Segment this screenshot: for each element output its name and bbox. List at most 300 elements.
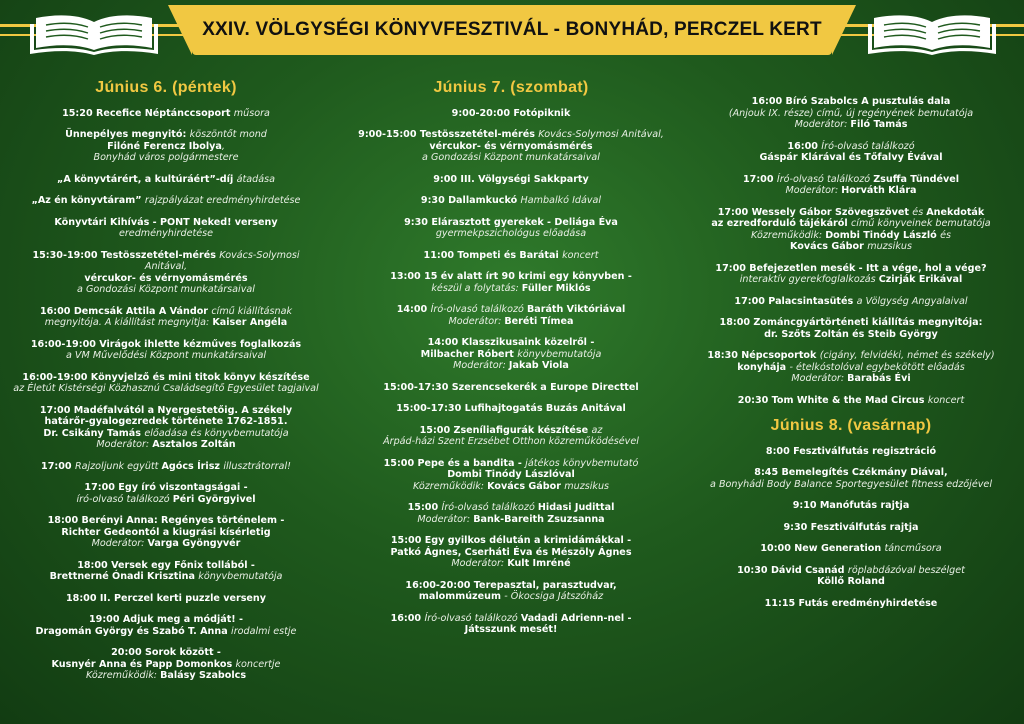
program-line — [350, 436, 672, 448]
program-line — [690, 362, 1012, 374]
program-text-bold: Balásy Szabolcs — [160, 670, 247, 681]
program-line — [12, 626, 320, 638]
program-item — [350, 108, 672, 120]
event-list — [12, 108, 320, 682]
program-item — [12, 560, 320, 583]
program-item — [12, 108, 320, 120]
program-item — [690, 543, 1012, 555]
program-text: interaktív gyerekfoglalkozás — [739, 274, 879, 285]
program-text: (cigány, felvidéki, német és székely) — [819, 350, 995, 361]
program-text-bold: Kusnyér Anna és Papp Domonkos — [51, 658, 236, 670]
program-line — [12, 306, 320, 318]
program-text: című kiállításnak — [211, 305, 293, 317]
program-item — [690, 96, 1012, 131]
program-item — [350, 174, 672, 186]
program-item — [690, 446, 1012, 458]
program-line — [690, 185, 1012, 197]
program-line — [12, 670, 320, 682]
program-text: a Gondozási Központ munkatársaival — [77, 284, 255, 295]
program-text-bold: Zsuffa Tündével — [873, 173, 960, 185]
program-text-bold: Dr. Csikány Tamás — [43, 427, 145, 439]
program-line — [350, 174, 672, 186]
program-text: (Anjouk IX. része) című, új regényének bemutatója — [728, 107, 974, 119]
program-line — [690, 329, 1012, 341]
program-text: - ételkóstolóval egybekötött előadás — [789, 361, 965, 373]
program-text: könyvbemutatója — [517, 348, 602, 360]
program-text: az — [591, 424, 603, 436]
program-text-bold: 9:00-15:00 Testösszetétel-mérés — [358, 129, 539, 140]
program-text: , — [221, 140, 225, 152]
program-line — [350, 469, 672, 481]
program-text-bold: Gáspár Klárával és Tőfalvy Évával — [759, 152, 943, 163]
program-text: rajzpályázat eredményhirdetése — [144, 195, 301, 206]
program-text-bold: Asztalos Zoltán — [152, 439, 236, 450]
program-text: Moderátor: — [794, 119, 851, 130]
program-text: a Bonyhádi Body Balance Sportegyesület fitness edzőjével — [710, 478, 992, 490]
program-line — [12, 482, 320, 494]
program-text: könyvbemutatója — [198, 571, 283, 582]
event-list — [690, 446, 1012, 610]
program-text-bold: Brettnerné Ónadi Krisztina — [49, 571, 199, 582]
program-text-bold: 17:00 — [41, 460, 75, 472]
program-text: játékos könyvbemutató — [525, 457, 639, 469]
program-item — [350, 129, 672, 164]
program-text-bold: Kult Imréné — [507, 558, 571, 569]
program-line — [350, 403, 672, 415]
program-text-bold: 17:00 — [742, 173, 777, 185]
program-text: irodalmi estje — [231, 625, 297, 637]
program-line — [690, 207, 1012, 219]
program-text-bold: Dombi Tinódy László — [825, 229, 941, 241]
program-item — [690, 350, 1012, 385]
program-line — [690, 373, 1012, 385]
program-text: muzsikus — [867, 241, 912, 252]
program-text-bold: 16:00 Bíró Szabolcs A pusztulás dala — [751, 96, 951, 107]
program-text: táncműsora — [884, 543, 942, 554]
program-text-bold: 8:45 Bemelegítés Czékmány Diával, — [754, 467, 948, 478]
program-item — [690, 141, 1012, 164]
program-line — [12, 129, 320, 141]
program-item — [350, 403, 672, 415]
program-text: Író-olvasó találkozó — [776, 173, 874, 185]
program-text: Kovács-Solymosi Anitával, — [538, 129, 664, 140]
header — [0, 0, 1024, 62]
program-text-bold: 18:00 II. Perczel kerti puzzle verseny — [65, 592, 267, 604]
program-text-bold: 14:00 Klasszikusaink közelről - — [427, 337, 595, 348]
program-item — [12, 174, 320, 186]
program-text-bold: 20:30 Tom White & the Mad Circus — [737, 394, 928, 406]
program-line — [350, 141, 672, 153]
program-text-bold: 14:00 — [396, 304, 431, 315]
program-text: író-olvasó találkozó — [76, 493, 173, 505]
program-line — [12, 250, 320, 273]
program-text-bold: 17:00 Befejezetlen mesék - Itt a vége, hol a vége? — [715, 262, 987, 274]
program-line — [12, 461, 320, 473]
program-text: Moderátor: — [453, 360, 509, 371]
program-line — [350, 316, 672, 328]
program-text-bold: Jakab Viola — [508, 360, 569, 371]
program-line — [350, 271, 672, 283]
program-text: Író-olvasó találkozó — [441, 502, 538, 513]
program-item — [350, 337, 672, 372]
program-item — [12, 647, 320, 682]
program-text: Moderátor: — [451, 558, 508, 569]
program-text: Rajzoljunk együtt — [74, 460, 162, 472]
program-text: Közreműködik: — [85, 670, 161, 681]
program-text-bold: 17:00 Palacsintasütés — [734, 295, 857, 307]
program-text-bold: 18:00 Versek egy Főnix tollából - — [77, 559, 255, 571]
program-text-bold: 15:00-17:30 Szerencsekerék a Europe Directtel — [383, 381, 639, 393]
program-item — [12, 339, 320, 362]
program-line — [350, 360, 672, 372]
program-text-bold: 10:00 New Generation — [760, 543, 885, 554]
day-heading: Június 8. (vasárnap) — [770, 417, 932, 434]
program-text-bold: 9:00 III. Völgységi Sakkparty — [433, 173, 589, 185]
program-text: műsora — [233, 107, 270, 119]
program-item — [690, 522, 1012, 534]
program-text-bold: 16:00 — [390, 612, 425, 624]
program-text: Bonyhád város polgármestere — [93, 152, 239, 163]
program-line — [690, 598, 1012, 610]
program-item — [690, 207, 1012, 253]
program-text-bold: 18:00 Berényi Anna: Regényes történelem - — [47, 515, 285, 526]
program-text-bold: 15:00 Pepe és a bandita - — [383, 457, 526, 469]
program-text-bold: 11:15 Futás eredményhirdetése — [764, 597, 938, 609]
program-item — [350, 458, 672, 493]
program-line — [350, 514, 672, 526]
program-line — [350, 152, 672, 164]
program-line — [12, 339, 320, 351]
program-text: Árpád-házi Szent Erzsébet Otthon közreműködésével — [383, 436, 639, 447]
program-text-bold: 11:00 Tompeti és Barátai — [423, 249, 563, 261]
program-text-bold: Kaiser Angéla — [212, 317, 288, 328]
program-text-bold: 17:00 Wessely Gábor Szövegszövet — [717, 206, 913, 218]
program-text: Moderátor: — [448, 315, 505, 327]
program-text: Moderátor: — [785, 185, 842, 196]
program-text-bold: Játsszunk mesét! — [464, 624, 558, 635]
program-text-bold: Horváth Klára — [841, 185, 917, 196]
program-line — [350, 535, 672, 547]
program-text: röplabdázóval beszélget — [847, 564, 965, 576]
program-line — [350, 591, 672, 603]
program-line — [12, 538, 320, 550]
program-line — [690, 467, 1012, 479]
program-item — [12, 515, 320, 550]
program-item — [350, 382, 672, 394]
program-text-bold: Bank-Bareith Zsuzsanna — [473, 513, 605, 525]
program-line — [350, 547, 672, 559]
program-text-bold: 20:00 Sorok között - — [111, 647, 221, 658]
program-line — [12, 439, 320, 451]
program-item — [12, 372, 320, 395]
program-line — [350, 217, 672, 229]
program-text-bold: Milbacher Róbert — [420, 348, 518, 360]
column-friday — [12, 76, 320, 692]
program-text: készül a folytatás: — [431, 282, 522, 294]
program-text: előadása és könyvbemutatója — [144, 427, 289, 439]
program-text-bold: 16:00-19:00 Virágok ihlette kézműves foglalkozás — [30, 338, 302, 350]
program-line — [690, 218, 1012, 230]
program-item — [12, 461, 320, 473]
program-text: - Ökocsiga Játszóház — [504, 591, 604, 602]
program-text: a Gondozási Központ munkatársaival — [422, 152, 600, 163]
program-line — [12, 152, 320, 164]
program-item — [690, 263, 1012, 286]
page-title: XXIV. VÖLGYSÉGI KÖNYVFESZTIVÁL - BONYHÁD, PERCZEL KERT — [202, 19, 822, 40]
program-text-bold: „A könyvtárért, a kultúráért”-díj — [57, 173, 237, 185]
program-line — [12, 571, 320, 583]
program-item — [12, 405, 320, 451]
program-text: Író-olvasó találkozó — [424, 612, 521, 624]
program-line — [12, 284, 320, 296]
program-line — [690, 96, 1012, 108]
program-line — [350, 129, 672, 141]
program-text-bold: 18:00 Zománcgyártörténeti kiállítás megnyitója: — [719, 317, 983, 328]
program-text: gyermekpszichológus előadása — [435, 228, 587, 239]
program-text: Hambalkó Idával — [520, 195, 602, 206]
program-line — [12, 273, 320, 285]
program-item — [690, 500, 1012, 512]
program-text-bold: 9:30 Fesztiválfutás rajtja — [783, 521, 919, 533]
program-line — [350, 108, 672, 120]
program-line — [350, 250, 672, 262]
program-line — [12, 217, 320, 229]
program-line — [350, 304, 672, 316]
program-line — [690, 350, 1012, 362]
program-item — [690, 296, 1012, 308]
program-line — [350, 580, 672, 592]
program-line — [350, 624, 672, 636]
program-line — [12, 228, 320, 240]
program-line — [350, 382, 672, 394]
program-text-bold: 13:00 15 év alatt írt 90 krimi egy könyvben - — [390, 271, 632, 282]
program-line — [690, 174, 1012, 186]
column-saturday — [350, 76, 672, 646]
program-line — [690, 296, 1012, 308]
program-line — [350, 613, 672, 625]
program-line — [12, 195, 320, 207]
program-text-bold: 15:20 Recefice Néptánccsoport — [62, 107, 234, 119]
program-line — [690, 119, 1012, 131]
program-text: és — [940, 229, 951, 241]
program-text-bold: dr. Szőts Zoltán és Steib György — [764, 328, 938, 340]
program-item — [350, 580, 672, 603]
program-line — [12, 383, 320, 395]
program-line — [690, 543, 1012, 555]
program-line — [690, 565, 1012, 577]
program-text-bold: Dombi Tinódy Lászlóval — [447, 469, 575, 480]
program-line — [690, 230, 1012, 242]
program-text-bold: Baráth Viktóriával — [526, 304, 626, 315]
program-line — [690, 446, 1012, 458]
program-text: Moderátor: — [96, 439, 153, 450]
program-text-bold: Filó Tamás — [850, 119, 908, 130]
program-line — [12, 405, 320, 417]
program-line — [690, 274, 1012, 286]
program-text: Író-olvasó találkozó — [430, 304, 527, 315]
program-text-bold: 18:30 Népcsoportok — [707, 350, 820, 361]
program-text-bold: konyhája — [737, 361, 790, 373]
program-text-bold: Patkó Ágnes, Cserháti Éva és Mészöly Ágnes — [390, 546, 632, 558]
program-text-bold: 17:00 Madéfalvától a Nyergestetőig. A székely — [39, 404, 293, 416]
program-text: Moderátor: — [791, 373, 848, 384]
program-text-bold: 16:00 Demcsák Attila A Vándor — [39, 305, 212, 317]
program-text-bold: Filóné Ferencz Ibolya — [107, 140, 222, 152]
program-text-bold: Ünnepélyes megnyitó: — [65, 129, 190, 140]
program-text: Közreműködik: — [751, 229, 826, 241]
program-line — [690, 500, 1012, 512]
program-text-bold: „Az én könyvtáram” — [31, 195, 145, 206]
program-item — [350, 217, 672, 240]
program-item — [690, 174, 1012, 197]
program-line — [12, 372, 320, 384]
program-item — [690, 395, 1012, 407]
program-line — [12, 494, 320, 506]
program-text-bold: Richter Gedeontól a kiugrási kísérletig — [61, 526, 271, 538]
program-text: illusztrátorral! — [223, 460, 291, 472]
program-text-bold: Köllő Roland — [817, 576, 885, 587]
program-text-bold: 15:00 Zseníliafigurák készítése — [419, 424, 592, 436]
event-list — [690, 96, 1012, 406]
program-text-bold: Péri Györgyivel — [172, 493, 256, 505]
program-item — [350, 535, 672, 570]
program-text: koncert — [927, 394, 965, 406]
program-text: megnyitója. A kiállítást megnyitja: — [44, 317, 213, 328]
program-line — [12, 647, 320, 659]
program-text: Moderátor: — [417, 513, 474, 525]
open-book-icon — [866, 8, 998, 56]
program-item — [12, 614, 320, 637]
program-line — [350, 502, 672, 514]
open-book-icon — [28, 8, 160, 56]
program-line — [350, 458, 672, 470]
program-text-bold: 15:00 — [407, 502, 442, 513]
program-text-bold: Barabás Évi — [847, 373, 911, 384]
day-heading: Június 6. (péntek) — [95, 79, 237, 96]
program-line — [690, 479, 1012, 491]
program-line — [350, 228, 672, 240]
program-text-bold: 9:30 Dallamkuckó — [420, 195, 521, 206]
program-text-bold: Dragomán György és Szabó T. Anna — [35, 625, 232, 637]
program-text-bold: 9:00-20:00 Fotópiknik — [451, 107, 571, 119]
day-heading: Június 7. (szombat) — [433, 79, 589, 96]
program-line — [12, 108, 320, 120]
program-text-bold: Varga Gyöngyvér — [147, 538, 241, 549]
program-text: Közreműködik: — [412, 480, 488, 492]
program-item — [690, 565, 1012, 588]
program-line — [12, 527, 320, 539]
program-line — [690, 522, 1012, 534]
program-line — [690, 576, 1012, 588]
program-text-bold: malommúzeum — [418, 591, 505, 602]
program-item — [12, 129, 320, 164]
program-text-bold: az ezredforduló tájékáról — [711, 218, 851, 229]
program-item — [12, 250, 320, 296]
title-banner — [192, 5, 832, 55]
program-text-bold: 15:00 Egy gyilkos délután a krimidámákkal - — [390, 535, 632, 546]
program-text-bold: Anekdoták — [926, 206, 985, 218]
program-line — [350, 558, 672, 570]
program-text-bold: 16:00 — [787, 140, 822, 152]
program-text-bold: 9:10 Manófutás rajtja — [792, 500, 910, 511]
program-line — [350, 195, 672, 207]
program-text-bold: 16:00-20:00 Terepasztal, parasztudvar, — [405, 579, 617, 591]
program-line — [12, 350, 320, 362]
program-text: muzsikus — [564, 480, 610, 492]
program-text: Kovács-Solymosi Anitával, — [144, 249, 300, 272]
program-text: című könyveinek bemutatója — [851, 218, 991, 229]
program-text-bold: Kovács Gábor — [790, 241, 868, 252]
program-item — [350, 304, 672, 327]
program-item — [12, 195, 320, 207]
program-text-bold: Agócs Írisz — [161, 460, 224, 472]
program-line — [690, 395, 1012, 407]
program-line — [690, 241, 1012, 253]
program-text-bold: Füller Miklós — [521, 282, 591, 294]
program-line — [12, 428, 320, 440]
program-line — [12, 317, 320, 329]
program-line — [350, 481, 672, 493]
program-line — [12, 174, 320, 186]
program-text: átadása — [236, 173, 275, 185]
program-line — [12, 416, 320, 428]
program-text: az Életút Kistérségi Közhasznú Családsegítő Egyesület tagjaival — [13, 383, 319, 394]
program-text: a Völgység Angyalaival — [856, 295, 968, 307]
program-text-bold: 19:00 Adjuk meg a módját! - — [88, 614, 244, 625]
program-item — [350, 425, 672, 448]
program-item — [12, 593, 320, 605]
program-item — [12, 306, 320, 329]
program-item — [350, 613, 672, 636]
program-text: köszöntőt mond — [189, 129, 267, 140]
program-text-bold: 16:00-19:00 Könyvjelző és mini titok könyv készítése — [22, 371, 310, 383]
program-text: a VM Művelődési Központ munkatársaival — [66, 350, 266, 361]
program-line — [690, 263, 1012, 275]
program-line — [12, 593, 320, 605]
column-saturday-continued — [690, 96, 1012, 619]
program-line — [12, 659, 320, 671]
program-item — [350, 195, 672, 207]
program-text-bold: 8:00 Fesztiválfutás regisztráció — [765, 445, 937, 457]
program-line — [690, 108, 1012, 120]
program-text: koncertje — [235, 658, 281, 670]
program-text-bold: Hidasi Judittal — [537, 502, 615, 513]
program-text-bold: 17:00 Egy író viszontagságai - — [84, 482, 248, 493]
program-item — [350, 271, 672, 294]
program-text-bold: 15:30-19:00 Testösszetétel-mérés — [32, 249, 220, 261]
program-text: és — [912, 206, 927, 218]
program-text-bold: 15:00-17:30 Lufihajtogatás Buzás Anitával — [396, 403, 626, 414]
program-line — [690, 141, 1012, 153]
program-item — [350, 502, 672, 525]
program-text-bold: Könyvtári Kihívás - PONT Neked! verseny — [54, 216, 278, 228]
program-text-bold: 10:30 Dávid Csanád — [737, 564, 848, 576]
program-text-bold: Kovács Gábor — [487, 480, 565, 492]
program-line — [350, 425, 672, 437]
program-text: Író-olvasó találkozó — [821, 140, 915, 152]
event-list — [350, 108, 672, 636]
program-text-bold: Beréti Tímea — [504, 315, 574, 327]
program-line — [12, 141, 320, 153]
program-text: koncert — [562, 249, 599, 261]
program-text: eredményhirdetése — [118, 228, 214, 239]
program-item — [350, 250, 672, 262]
program-text-bold: Vadadi Adrienn-nel - — [520, 612, 632, 624]
program-item — [690, 598, 1012, 610]
program-line — [350, 337, 672, 349]
program-line — [350, 283, 672, 295]
program-line — [690, 317, 1012, 329]
